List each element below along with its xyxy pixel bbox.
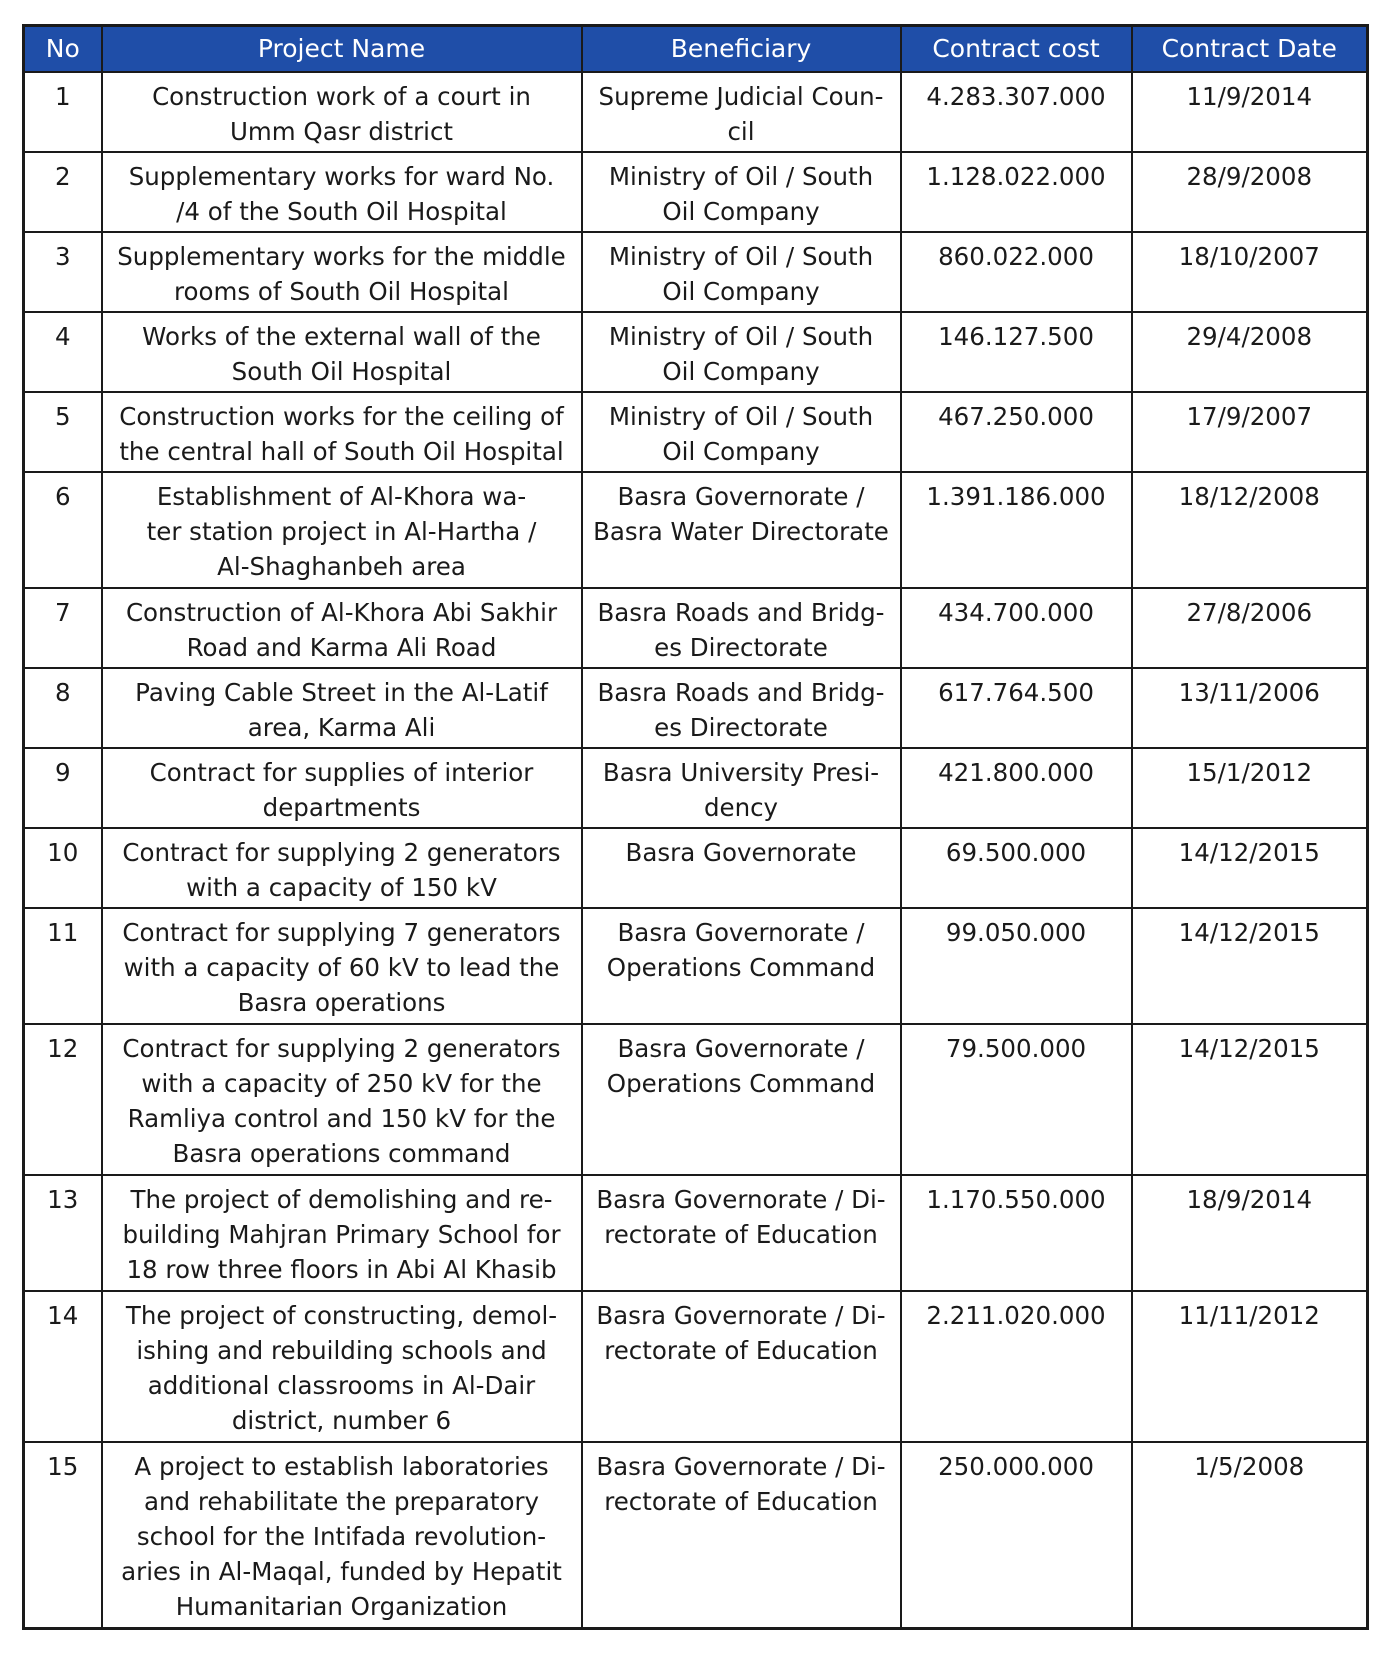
cell-contract-cost (901, 232, 1132, 312)
cell-project-name-text: Construction of Al-Khora Abi Sakhir Road and Karma Ali Road (125, 598, 558, 662)
cell-contract-cost (901, 668, 1132, 748)
table-row (24, 72, 1368, 152)
cell-project-name (102, 828, 582, 908)
cell-project-name (102, 588, 582, 668)
cell-no-text: 15 (47, 1452, 79, 1481)
cell-contract-date (1132, 908, 1368, 1024)
cell-project-name (102, 1024, 582, 1175)
cell-beneficiary-text: Basra Governorate / Di- rectorate of Education (596, 1301, 886, 1365)
cell-project-name-text: Works of the external wall of the South Oil Hospital (142, 322, 541, 386)
cell-contract-date (1132, 668, 1368, 748)
cell-project-name-text: Contract for supplying 2 generators with a capacity of 150 kV (122, 838, 561, 902)
cell-contract-cost (901, 152, 1132, 232)
cell-beneficiary-text: Basra Roads and Bridg- es Directorate (597, 678, 885, 742)
cell-project-name (102, 748, 582, 828)
cell-no (24, 1024, 102, 1175)
cell-project-name (102, 392, 582, 472)
header-contract-date: Contract Date (1132, 26, 1368, 73)
cell-contract-date (1132, 152, 1368, 232)
cell-contract-date-text: 14/12/2015 (1178, 1034, 1320, 1063)
cell-contract-date-text: 11/11/2012 (1178, 1301, 1320, 1330)
header-row (24, 26, 1368, 73)
cell-project-name-text: Contract for supplying 2 generators with a capacity of 250 kV for the Ramliya control and 150 kV for the Basra operations command (122, 1034, 561, 1168)
cell-contract-cost (901, 312, 1132, 392)
cell-project-name-text: Supplementary works for ward No. /4 of the South Oil Hospital (128, 162, 555, 226)
header-project-name: Project Name (102, 26, 582, 73)
cell-project-name-text: Supplementary works for the middle rooms of South Oil Hospital (117, 242, 566, 306)
cell-project-name (102, 908, 582, 1024)
table-row (24, 392, 1368, 472)
cell-project-name (102, 152, 582, 232)
cell-no-text: 2 (54, 162, 71, 191)
cell-beneficiary (582, 748, 901, 828)
cell-no (24, 748, 102, 828)
cell-project-name-text: Establishment of Al-Khora wa- ter station project in Al-Hartha / Al-Shaghanbeh area (146, 482, 537, 581)
cell-contract-date-text: 17/9/2007 (1186, 402, 1313, 431)
cell-contract-date-text: 11/9/2014 (1186, 82, 1313, 111)
cell-beneficiary (582, 828, 901, 908)
table-row (24, 232, 1368, 312)
cell-contract-date (1132, 1442, 1368, 1628)
header-contract-cost: Contract cost (901, 26, 1132, 73)
cell-contract-cost (901, 1442, 1132, 1628)
table-row (24, 1024, 1368, 1175)
cell-contract-date-text: 13/11/2006 (1178, 678, 1320, 707)
cell-contract-cost-text: 617.764.500 (938, 678, 1094, 707)
cell-beneficiary-text: Ministry of Oil / South Oil Company (608, 402, 874, 466)
cell-contract-date-text: 14/12/2015 (1178, 838, 1320, 867)
cell-no (24, 1175, 102, 1291)
cell-contract-date (1132, 232, 1368, 312)
cell-project-name-text: The project of demolishing and re- building Mahjran Primary School for 18 row three floors in Abi Al Khasib (122, 1185, 561, 1284)
cell-project-name (102, 1291, 582, 1442)
cell-beneficiary-text: Basra Governorate / Di- rectorate of Education (596, 1185, 886, 1249)
cell-no-text: 3 (54, 242, 71, 271)
cell-beneficiary-text: Basra Governorate (625, 838, 857, 867)
cell-contract-cost (901, 588, 1132, 668)
cell-contract-date (1132, 1291, 1368, 1442)
cell-contract-cost-text: 250.000.000 (938, 1452, 1094, 1481)
table-row (24, 472, 1368, 588)
table-body (24, 72, 1368, 1628)
cell-project-name (102, 668, 582, 748)
cell-project-name-text: Contract for supplying 7 generators with a capacity of 60 kV to lead the Basra operations (122, 918, 561, 1017)
cell-contract-date (1132, 72, 1368, 152)
cell-beneficiary (582, 152, 901, 232)
cell-contract-date-text: 1/5/2008 (1194, 1452, 1305, 1481)
cell-beneficiary-text: Basra Governorate / Di- rectorate of Education (596, 1452, 886, 1516)
cell-no (24, 232, 102, 312)
cell-contract-cost (901, 1175, 1132, 1291)
table-row (24, 1442, 1368, 1628)
cell-contract-cost (901, 72, 1132, 152)
cell-no (24, 588, 102, 668)
cell-beneficiary (582, 668, 901, 748)
cell-no (24, 668, 102, 748)
cell-contract-date-text: 27/8/2006 (1186, 598, 1313, 627)
cell-no-text: 13 (47, 1185, 79, 1214)
header-beneficiary: Beneficiary (582, 26, 901, 73)
cell-contract-date (1132, 312, 1368, 392)
cell-project-name-text: Construction works for the ceiling of the central hall of South Oil Hospital (119, 402, 564, 466)
cell-project-name-text: A project to establish laboratories and rehabilitate the preparatory school for the Intifada revolution- aries in Al-Maqal, funded by Hepatit Humanitarian Organization (121, 1452, 562, 1621)
cell-project-name (102, 1442, 582, 1628)
contracts-table (22, 24, 1369, 1630)
cell-contract-date (1132, 1024, 1368, 1175)
cell-contract-cost-text: 99.050.000 (945, 918, 1087, 947)
cell-contract-cost-text: 1.128.022.000 (926, 162, 1106, 191)
cell-beneficiary (582, 232, 901, 312)
cell-beneficiary (582, 1442, 901, 1628)
cell-beneficiary-text: Ministry of Oil / South Oil Company (608, 242, 874, 306)
cell-contract-cost-text: 146.127.500 (938, 322, 1094, 351)
cell-contract-cost-text: 1.391.186.000 (926, 482, 1106, 511)
cell-beneficiary-text: Basra University Presi- dency (602, 758, 880, 822)
cell-contract-cost-text: 79.500.000 (945, 1034, 1087, 1063)
cell-contract-cost (901, 828, 1132, 908)
table-row (24, 152, 1368, 232)
cell-contract-cost-text: 421.800.000 (938, 758, 1094, 787)
cell-no-text: 14 (47, 1301, 79, 1330)
cell-contract-cost-text: 1.170.550.000 (926, 1185, 1106, 1214)
cell-project-name-text: Paving Cable Street in the Al-Latif area, Karma Ali (135, 678, 548, 742)
cell-contract-cost (901, 908, 1132, 1024)
cell-project-name-text: Contract for supplies of interior departments (149, 758, 534, 822)
cell-no-text: 12 (47, 1034, 79, 1063)
cell-no (24, 1442, 102, 1628)
cell-no-text: 1 (54, 82, 71, 111)
cell-no-text: 11 (47, 918, 79, 947)
cell-beneficiary (582, 472, 901, 588)
table-row (24, 312, 1368, 392)
cell-contract-cost (901, 748, 1132, 828)
cell-beneficiary (582, 392, 901, 472)
cell-contract-date-text: 29/4/2008 (1186, 322, 1313, 351)
cell-contract-date-text: 14/12/2015 (1178, 918, 1320, 947)
cell-no (24, 472, 102, 588)
cell-contract-cost-text: 467.250.000 (938, 402, 1094, 431)
table-row (24, 1291, 1368, 1442)
cell-contract-cost-text: 69.500.000 (945, 838, 1087, 867)
cell-no-text: 10 (47, 838, 79, 867)
cell-no (24, 152, 102, 232)
cell-beneficiary (582, 1175, 901, 1291)
table-row (24, 748, 1368, 828)
cell-contract-cost-text: 2.211.020.000 (926, 1301, 1106, 1330)
cell-no-text: 6 (54, 482, 71, 511)
cell-no-text: 4 (54, 322, 71, 351)
cell-project-name (102, 312, 582, 392)
cell-beneficiary-text: Basra Governorate / Basra Water Directorate (593, 482, 889, 546)
cell-no (24, 1291, 102, 1442)
cell-contract-cost (901, 1291, 1132, 1442)
cell-contract-date-text: 15/1/2012 (1186, 758, 1313, 787)
cell-contract-date (1132, 588, 1368, 668)
cell-contract-cost-text: 4.283.307.000 (926, 82, 1106, 111)
cell-no-text: 7 (54, 598, 71, 627)
cell-contract-date (1132, 748, 1368, 828)
cell-no-text: 9 (54, 758, 71, 787)
cell-project-name (102, 1175, 582, 1291)
cell-contract-cost (901, 472, 1132, 588)
cell-no (24, 72, 102, 152)
cell-beneficiary (582, 1024, 901, 1175)
cell-project-name (102, 72, 582, 152)
cell-project-name-text: The project of constructing, demol- ishing and rebuilding schools and additional classrooms in Al-Dair district, number 6 (125, 1301, 558, 1435)
cell-contract-date-text: 18/10/2007 (1178, 242, 1320, 271)
cell-contract-date (1132, 828, 1368, 908)
table-row (24, 1175, 1368, 1291)
cell-beneficiary-text: Basra Governorate / Operations Command (606, 918, 876, 982)
cell-contract-cost-text: 434.700.000 (938, 598, 1094, 627)
cell-beneficiary (582, 1291, 901, 1442)
cell-no-text: 8 (54, 678, 71, 707)
cell-beneficiary-text: Basra Roads and Bridg- es Directorate (597, 598, 885, 662)
cell-contract-date (1132, 1175, 1368, 1291)
cell-contract-date (1132, 472, 1368, 588)
cell-beneficiary (582, 72, 901, 152)
cell-contract-date-text: 18/12/2008 (1178, 482, 1320, 511)
cell-contract-date-text: 28/9/2008 (1186, 162, 1313, 191)
table-row (24, 668, 1368, 748)
cell-no (24, 908, 102, 1024)
cell-contract-cost (901, 392, 1132, 472)
cell-beneficiary-text: Ministry of Oil / South Oil Company (608, 162, 874, 226)
cell-no (24, 392, 102, 472)
table-row (24, 908, 1368, 1024)
cell-no (24, 828, 102, 908)
cell-contract-date (1132, 392, 1368, 472)
table-header (24, 26, 1368, 73)
cell-beneficiary (582, 312, 901, 392)
cell-contract-cost (901, 1024, 1132, 1175)
cell-contract-cost-text: 860.022.000 (938, 242, 1094, 271)
cell-no-text: 5 (54, 402, 71, 431)
cell-beneficiary-text: Ministry of Oil / South Oil Company (608, 322, 874, 386)
cell-no (24, 312, 102, 392)
cell-project-name (102, 472, 582, 588)
cell-beneficiary-text: Basra Governorate / Operations Command (606, 1034, 876, 1098)
cell-beneficiary (582, 588, 901, 668)
header-no: No (24, 26, 102, 73)
cell-contract-date-text: 18/9/2014 (1186, 1185, 1313, 1214)
cell-project-name (102, 232, 582, 312)
cell-project-name-text: Construction work of a court in Umm Qasr district (152, 82, 531, 146)
cell-beneficiary-text: Supreme Judicial Coun- cil (598, 82, 884, 146)
table-row (24, 588, 1368, 668)
cell-beneficiary (582, 908, 901, 1024)
table-row (24, 828, 1368, 908)
